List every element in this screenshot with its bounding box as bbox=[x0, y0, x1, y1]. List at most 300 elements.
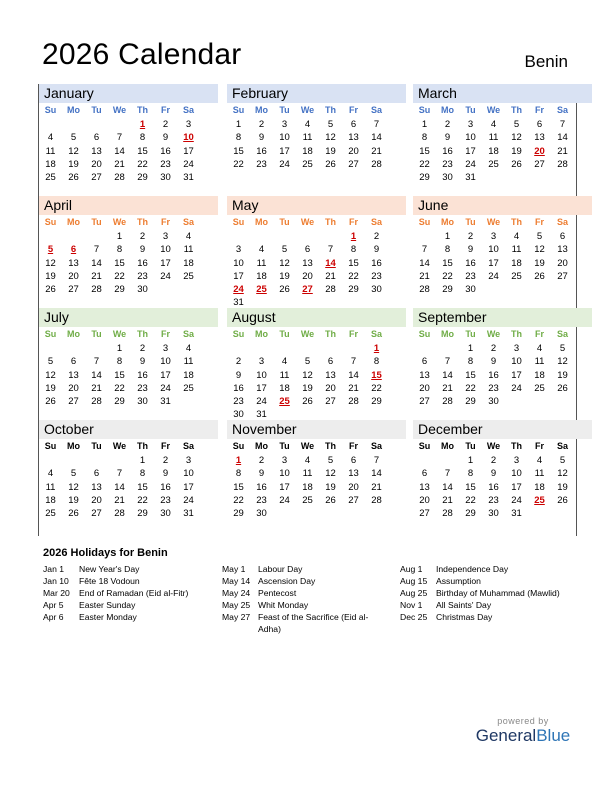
week-row bbox=[227, 467, 406, 480]
day-cell: 5 bbox=[559, 455, 566, 466]
day-cell: 18 bbox=[534, 369, 545, 381]
week-row bbox=[227, 454, 406, 467]
day-cell: 20 bbox=[348, 481, 359, 493]
week-row bbox=[39, 243, 218, 256]
day-cell: 21 bbox=[114, 158, 125, 170]
holiday-date: May 27 bbox=[222, 612, 251, 622]
weekday-label: Th bbox=[325, 217, 336, 227]
day-cell: 22 bbox=[465, 494, 476, 506]
weekday-label: Tu bbox=[279, 329, 290, 339]
day-cell: 12 bbox=[557, 468, 568, 480]
empty-day-cell bbox=[227, 342, 250, 355]
day-cell: 14 bbox=[371, 132, 382, 144]
holiday-day-cell: 25 bbox=[279, 396, 290, 408]
week-row bbox=[39, 230, 218, 243]
day-cell: 27 bbox=[91, 508, 102, 520]
day-cell: 9 bbox=[467, 244, 474, 256]
day-cell: 10 bbox=[279, 132, 290, 144]
weekday-header bbox=[227, 215, 406, 229]
day-cell: 19 bbox=[68, 494, 79, 506]
weekday-header bbox=[413, 439, 592, 453]
day-cell: 7 bbox=[373, 119, 380, 130]
day-cell: 25 bbox=[45, 508, 56, 520]
day-cell: 2 bbox=[235, 356, 242, 368]
empty-day-cell bbox=[85, 454, 108, 467]
holiday-name: Labour Day bbox=[258, 564, 303, 574]
day-cell: 16 bbox=[371, 257, 382, 269]
day-cell: 22 bbox=[371, 382, 382, 394]
day-cell: 5 bbox=[536, 231, 543, 242]
day-cell: 30 bbox=[371, 284, 382, 296]
day-cell: 22 bbox=[137, 494, 148, 506]
week-row bbox=[227, 270, 406, 283]
day-cell: 8 bbox=[373, 356, 380, 368]
week-row bbox=[39, 118, 218, 131]
week-row bbox=[227, 257, 406, 270]
holiday-date: May 14 bbox=[222, 576, 251, 586]
weekday-header bbox=[413, 103, 592, 117]
holiday-name: Assumption bbox=[436, 576, 481, 586]
week-row bbox=[413, 342, 592, 355]
day-cell: 29 bbox=[137, 172, 148, 184]
weekday-header bbox=[39, 327, 218, 341]
week-row bbox=[39, 481, 218, 494]
holiday-item bbox=[400, 611, 564, 623]
weekday-label: Su bbox=[44, 441, 57, 451]
holiday-column bbox=[222, 563, 386, 635]
day-cell: 6 bbox=[421, 468, 428, 480]
day-cell: 8 bbox=[444, 244, 451, 256]
empty-day-cell bbox=[85, 342, 108, 355]
weekday-label: Sa bbox=[556, 217, 568, 227]
holiday-day-cell: 25 bbox=[256, 284, 267, 296]
day-cell: 6 bbox=[70, 356, 77, 368]
day-cell: 22 bbox=[137, 158, 148, 170]
weekday-label: Fr bbox=[161, 217, 170, 227]
holiday-name: Easter Monday bbox=[79, 612, 137, 622]
day-cell: 3 bbox=[281, 119, 288, 130]
day-cell: 13 bbox=[325, 369, 336, 381]
empty-day-cell bbox=[413, 230, 436, 243]
day-cell: 12 bbox=[325, 132, 336, 144]
day-cell: 23 bbox=[488, 382, 499, 394]
day-cell: 15 bbox=[465, 369, 476, 381]
week-row bbox=[227, 118, 406, 131]
day-cell: 27 bbox=[534, 158, 545, 170]
day-cell: 8 bbox=[467, 468, 474, 480]
holiday-item bbox=[222, 611, 386, 635]
day-cell: 27 bbox=[91, 172, 102, 184]
day-cell: 25 bbox=[302, 158, 313, 170]
weekday-label: Su bbox=[232, 217, 245, 227]
weekday-label: We bbox=[486, 329, 501, 339]
empty-day-cell bbox=[436, 342, 459, 355]
day-cell: 25 bbox=[183, 382, 194, 394]
month-october bbox=[39, 420, 218, 533]
day-cell: 28 bbox=[91, 396, 102, 408]
month-title: September bbox=[413, 308, 592, 327]
day-cell: 20 bbox=[91, 158, 102, 170]
empty-day-cell bbox=[319, 507, 342, 520]
brand-name bbox=[473, 726, 573, 746]
empty-day-cell bbox=[296, 230, 319, 243]
weekday-label: We bbox=[300, 217, 315, 227]
week-row bbox=[413, 145, 592, 158]
day-cell: 6 bbox=[93, 468, 100, 480]
day-cell: 19 bbox=[557, 481, 568, 493]
day-cell: 3 bbox=[162, 343, 169, 354]
week-row bbox=[413, 283, 592, 296]
day-cell: 30 bbox=[488, 508, 499, 520]
weekday-label: Th bbox=[511, 217, 522, 227]
day-cell: 22 bbox=[114, 270, 125, 282]
day-cell: 21 bbox=[442, 382, 453, 394]
weekday-label: Su bbox=[44, 329, 57, 339]
day-cell: 13 bbox=[348, 468, 359, 480]
day-cell: 7 bbox=[373, 455, 380, 466]
day-cell: 10 bbox=[183, 468, 194, 480]
day-cell: 17 bbox=[160, 257, 171, 269]
day-cell: 10 bbox=[160, 356, 171, 368]
empty-day-cell bbox=[505, 283, 528, 296]
holiday-date: Aug 15 bbox=[400, 576, 428, 586]
day-cell: 26 bbox=[325, 158, 336, 170]
weekday-label: Sa bbox=[182, 217, 194, 227]
day-cell: 14 bbox=[114, 481, 125, 493]
holiday-name: All Saints' Day bbox=[436, 600, 492, 610]
day-cell: 5 bbox=[281, 244, 288, 256]
weekday-label: We bbox=[112, 441, 127, 451]
day-cell: 17 bbox=[183, 481, 194, 493]
empty-day-cell bbox=[296, 342, 319, 355]
day-cell: 14 bbox=[114, 145, 125, 157]
holiday-item bbox=[400, 563, 564, 575]
weekday-label: Fr bbox=[349, 217, 358, 227]
empty-day-cell bbox=[436, 454, 459, 467]
day-cell: 20 bbox=[419, 494, 430, 506]
empty-day-cell bbox=[62, 118, 85, 131]
week-row bbox=[227, 243, 406, 256]
day-cell: 27 bbox=[419, 508, 430, 520]
empty-day-cell bbox=[413, 454, 436, 467]
day-cell: 1 bbox=[421, 119, 428, 130]
weekday-label: Tu bbox=[465, 441, 476, 451]
weekday-label: Mo bbox=[67, 441, 80, 451]
day-cell: 31 bbox=[160, 396, 171, 408]
day-cell: 6 bbox=[421, 356, 428, 368]
month-february bbox=[227, 84, 406, 197]
empty-day-cell bbox=[108, 118, 131, 131]
day-cell: 5 bbox=[327, 119, 334, 130]
day-cell: 29 bbox=[114, 396, 125, 408]
weekday-label: Mo bbox=[255, 105, 268, 115]
week-row bbox=[413, 494, 592, 507]
day-cell: 5 bbox=[70, 468, 77, 480]
week-row bbox=[39, 283, 218, 296]
day-cell: 9 bbox=[162, 468, 169, 480]
holiday-item bbox=[43, 575, 207, 587]
month-march bbox=[413, 84, 592, 197]
weekday-label: Tu bbox=[91, 441, 102, 451]
day-cell: 8 bbox=[235, 468, 242, 480]
brand-logo bbox=[473, 716, 573, 746]
day-cell: 9 bbox=[258, 468, 265, 480]
day-cell: 19 bbox=[45, 270, 56, 282]
day-cell: 10 bbox=[465, 132, 476, 144]
day-cell: 11 bbox=[534, 468, 545, 480]
day-cell: 28 bbox=[114, 508, 125, 520]
day-cell: 10 bbox=[511, 356, 522, 368]
holiday-day-cell: 14 bbox=[325, 257, 336, 269]
weekday-label: Fr bbox=[161, 329, 170, 339]
weekday-label: Mo bbox=[441, 441, 454, 451]
day-cell: 30 bbox=[442, 172, 453, 184]
weekday-label: Su bbox=[418, 329, 431, 339]
day-cell: 1 bbox=[444, 231, 451, 242]
day-cell: 5 bbox=[513, 119, 520, 130]
day-cell: 22 bbox=[233, 494, 244, 506]
day-cell: 24 bbox=[488, 270, 499, 282]
day-cell: 16 bbox=[442, 145, 453, 157]
week-row bbox=[413, 369, 592, 382]
day-cell: 20 bbox=[302, 270, 313, 282]
day-cell: 10 bbox=[160, 244, 171, 256]
day-cell: 29 bbox=[371, 396, 382, 408]
holiday-item bbox=[43, 587, 207, 599]
day-cell: 3 bbox=[235, 244, 242, 256]
day-cell: 9 bbox=[373, 244, 380, 256]
empty-day-cell bbox=[273, 342, 296, 355]
holiday-date: Nov 1 bbox=[400, 600, 423, 610]
day-cell: 25 bbox=[511, 270, 522, 282]
day-cell: 20 bbox=[557, 257, 568, 269]
day-cell: 15 bbox=[233, 145, 244, 157]
weekday-label: Mo bbox=[441, 217, 454, 227]
weekday-header bbox=[227, 439, 406, 453]
holiday-name: Ascension Day bbox=[258, 576, 316, 586]
week-row bbox=[413, 382, 592, 395]
holiday-name: Independence Day bbox=[436, 564, 509, 574]
day-cell: 30 bbox=[488, 396, 499, 408]
empty-day-cell bbox=[39, 454, 62, 467]
holiday-name: Whit Monday bbox=[258, 600, 309, 610]
weekday-header bbox=[39, 103, 218, 117]
day-cell: 28 bbox=[442, 508, 453, 520]
day-cell: 28 bbox=[557, 158, 568, 170]
day-cell: 17 bbox=[488, 257, 499, 269]
weekday-label: We bbox=[486, 217, 501, 227]
day-cell: 13 bbox=[91, 145, 102, 157]
day-cell: 23 bbox=[160, 494, 171, 506]
holiday-day-cell: 6 bbox=[70, 244, 77, 256]
day-cell: 7 bbox=[93, 244, 100, 256]
day-cell: 23 bbox=[442, 158, 453, 170]
day-cell: 13 bbox=[91, 481, 102, 493]
day-cell: 11 bbox=[302, 132, 313, 144]
day-cell: 18 bbox=[534, 481, 545, 493]
weekday-label: We bbox=[486, 441, 501, 451]
day-cell: 14 bbox=[557, 132, 568, 144]
week-row bbox=[413, 171, 592, 184]
empty-day-cell bbox=[482, 283, 505, 296]
week-row bbox=[39, 145, 218, 158]
day-cell: 21 bbox=[371, 481, 382, 493]
empty-day-cell bbox=[505, 171, 528, 184]
day-cell: 21 bbox=[114, 494, 125, 506]
holiday-item bbox=[222, 587, 386, 599]
weekday-label: Tu bbox=[279, 105, 290, 115]
day-cell: 16 bbox=[233, 382, 244, 394]
day-cell: 20 bbox=[325, 382, 336, 394]
day-cell: 28 bbox=[371, 158, 382, 170]
day-cell: 31 bbox=[183, 508, 194, 520]
month-december bbox=[413, 420, 592, 533]
day-cell: 15 bbox=[348, 257, 359, 269]
weekday-label: Su bbox=[44, 105, 57, 115]
day-cell: 31 bbox=[183, 172, 194, 184]
day-cell: 24 bbox=[511, 382, 522, 394]
day-cell: 21 bbox=[91, 270, 102, 282]
holiday-day-cell: 24 bbox=[233, 284, 244, 296]
holiday-day-cell: 1 bbox=[350, 231, 357, 242]
empty-day-cell bbox=[177, 283, 200, 296]
holiday-item bbox=[222, 599, 386, 611]
day-cell: 14 bbox=[91, 257, 102, 269]
day-cell: 12 bbox=[325, 468, 336, 480]
day-cell: 10 bbox=[256, 369, 267, 381]
day-cell: 23 bbox=[256, 158, 267, 170]
holiday-date: Mar 20 bbox=[43, 588, 70, 598]
day-cell: 27 bbox=[557, 270, 568, 282]
holiday-item bbox=[43, 563, 207, 575]
empty-day-cell bbox=[39, 230, 62, 243]
week-row bbox=[413, 158, 592, 171]
day-cell: 4 bbox=[304, 119, 311, 130]
week-row bbox=[227, 481, 406, 494]
day-cell: 18 bbox=[45, 494, 56, 506]
day-cell: 21 bbox=[442, 494, 453, 506]
day-cell: 31 bbox=[233, 297, 244, 309]
day-cell: 5 bbox=[304, 356, 311, 368]
weekday-label: Th bbox=[511, 441, 522, 451]
weekday-label: Th bbox=[325, 441, 336, 451]
calendar-grid bbox=[38, 84, 577, 536]
weekday-label: Tu bbox=[91, 329, 102, 339]
holiday-name: End of Ramadan (Eid al-Fitr) bbox=[79, 588, 189, 598]
weekday-label: Tu bbox=[91, 217, 102, 227]
day-cell: 11 bbox=[279, 369, 290, 381]
weekday-label: Sa bbox=[182, 105, 194, 115]
day-cell: 28 bbox=[91, 284, 102, 296]
weekday-label: Su bbox=[44, 217, 57, 227]
day-cell: 18 bbox=[488, 145, 499, 157]
weekday-label: Sa bbox=[556, 105, 568, 115]
weekday-header bbox=[39, 439, 218, 453]
day-cell: 29 bbox=[465, 508, 476, 520]
brand-general: General bbox=[475, 726, 537, 745]
empty-day-cell bbox=[342, 342, 365, 355]
day-cell: 7 bbox=[559, 119, 566, 130]
holiday-date: May 25 bbox=[222, 600, 251, 610]
country-name: Benin bbox=[524, 52, 568, 71]
empty-day-cell bbox=[413, 342, 436, 355]
day-cell: 29 bbox=[465, 396, 476, 408]
day-cell: 28 bbox=[419, 284, 430, 296]
weekday-label: Sa bbox=[182, 441, 194, 451]
day-cell: 12 bbox=[279, 257, 290, 269]
holiday-item bbox=[400, 599, 564, 611]
week-row bbox=[413, 355, 592, 368]
day-cell: 17 bbox=[256, 382, 267, 394]
day-cell: 26 bbox=[557, 382, 568, 394]
weekday-label: We bbox=[486, 105, 501, 115]
week-row bbox=[413, 131, 592, 144]
week-row bbox=[39, 507, 218, 520]
day-cell: 27 bbox=[325, 396, 336, 408]
day-cell: 19 bbox=[45, 382, 56, 394]
day-cell: 9 bbox=[490, 356, 497, 368]
day-cell: 12 bbox=[68, 481, 79, 493]
day-cell: 2 bbox=[444, 119, 451, 130]
day-cell: 7 bbox=[350, 356, 357, 368]
week-row bbox=[39, 171, 218, 184]
day-cell: 16 bbox=[488, 369, 499, 381]
day-cell: 27 bbox=[68, 284, 79, 296]
day-cell: 4 bbox=[185, 343, 192, 354]
day-cell: 16 bbox=[465, 257, 476, 269]
week-row bbox=[39, 467, 218, 480]
day-cell: 19 bbox=[279, 270, 290, 282]
weekday-label: Fr bbox=[349, 329, 358, 339]
empty-day-cell bbox=[250, 230, 273, 243]
week-row bbox=[413, 454, 592, 467]
week-row bbox=[227, 145, 406, 158]
day-cell: 13 bbox=[348, 132, 359, 144]
weekday-label: Su bbox=[232, 105, 245, 115]
weekday-label: Sa bbox=[556, 441, 568, 451]
week-row bbox=[413, 481, 592, 494]
weekday-label: Fr bbox=[535, 441, 544, 451]
day-cell: 20 bbox=[68, 270, 79, 282]
day-cell: 17 bbox=[279, 145, 290, 157]
holiday-day-cell: 5 bbox=[47, 244, 54, 256]
empty-day-cell bbox=[62, 342, 85, 355]
day-cell: 27 bbox=[348, 158, 359, 170]
day-cell: 28 bbox=[114, 172, 125, 184]
day-cell: 6 bbox=[536, 119, 543, 130]
holiday-day-cell: 1 bbox=[235, 455, 242, 466]
empty-day-cell bbox=[551, 171, 574, 184]
holiday-day-cell: 1 bbox=[139, 119, 146, 130]
day-cell: 6 bbox=[304, 244, 311, 256]
month-title: June bbox=[413, 196, 592, 215]
day-cell: 14 bbox=[442, 481, 453, 493]
weekday-header bbox=[227, 327, 406, 341]
brand-blue: Blue bbox=[536, 726, 571, 745]
weekday-label: We bbox=[112, 217, 127, 227]
day-cell: 6 bbox=[559, 231, 566, 242]
empty-day-cell bbox=[39, 342, 62, 355]
day-cell: 20 bbox=[348, 145, 359, 157]
day-cell: 9 bbox=[258, 132, 265, 144]
day-cell: 24 bbox=[183, 494, 194, 506]
day-cell: 22 bbox=[419, 158, 430, 170]
empty-day-cell bbox=[319, 342, 342, 355]
day-cell: 10 bbox=[488, 244, 499, 256]
day-cell: 9 bbox=[139, 356, 146, 368]
day-cell: 8 bbox=[116, 356, 123, 368]
holiday-date: Aug 25 bbox=[400, 588, 428, 598]
